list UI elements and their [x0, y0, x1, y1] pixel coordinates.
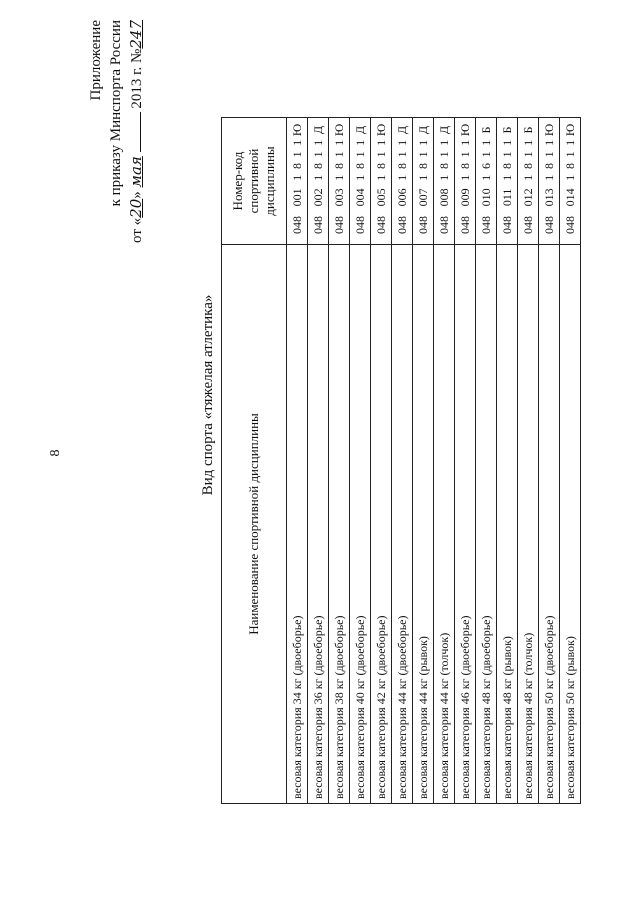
- date-month: мая: [127, 156, 145, 188]
- code-part: 1: [521, 174, 535, 181]
- code-part: 8: [437, 163, 451, 170]
- discipline-name-cell: весовая категория 42 кг (двоеборье): [371, 245, 392, 804]
- code-part: 1: [374, 174, 388, 181]
- code-part: 8: [332, 163, 346, 170]
- appendix-header: [86, 20, 147, 350]
- discipline-name-cell: весовая категория 44 кг (рывок): [413, 245, 434, 804]
- code-part: 1: [563, 139, 577, 146]
- code-part: Ю: [374, 123, 388, 137]
- date-year: 2013 г. №: [129, 48, 145, 109]
- code-part: 001: [290, 188, 304, 207]
- table-row: [434, 118, 455, 804]
- code-part: 1: [332, 151, 346, 158]
- code-part: 1: [374, 151, 388, 158]
- appendix-title: Приложение: [88, 20, 104, 101]
- code-part: 048: [437, 216, 451, 234]
- date-day: 20: [127, 198, 145, 218]
- table-row: [476, 118, 497, 804]
- discipline-name-cell: весовая категория 44 кг (двоеборье): [392, 245, 413, 804]
- code-part: 048: [395, 216, 409, 234]
- code-part: 1: [395, 174, 409, 181]
- code-part: 1: [542, 139, 556, 146]
- code-part: 1: [353, 151, 367, 158]
- table-header-row: [222, 118, 287, 804]
- appendix-order-ref: к приказу Минспорта России: [108, 20, 124, 207]
- code-part: 6: [479, 163, 493, 170]
- code-part: 8: [458, 163, 472, 170]
- header-discipline-name: Наименование спортивной дисциплины: [222, 245, 287, 804]
- discipline-name-cell: весовая категория 48 кг (рывок): [497, 245, 518, 804]
- table-row: [539, 118, 560, 804]
- discipline-code-cell: [560, 118, 581, 245]
- code-part: Д: [416, 125, 430, 135]
- code-part: 1: [500, 174, 514, 181]
- code-part: 8: [374, 163, 388, 170]
- code-part: 1: [290, 151, 304, 158]
- code-part: 048: [500, 216, 514, 234]
- code-part: 048: [458, 216, 472, 234]
- discipline-code-cell: [287, 118, 308, 245]
- code-part: 8: [395, 163, 409, 170]
- code-part: Ю: [332, 123, 346, 137]
- discipline-code-cell: [308, 118, 329, 245]
- code-part: 1: [437, 139, 451, 146]
- code-part: 1: [500, 151, 514, 158]
- code-part: 048: [353, 216, 367, 234]
- code-part: 8: [290, 163, 304, 170]
- code-part: 013: [542, 188, 556, 207]
- code-part: 1: [500, 139, 514, 146]
- discipline-name-cell: весовая категория 48 кг (двоеборье): [476, 245, 497, 804]
- discipline-code-cell: [350, 118, 371, 245]
- code-part: 1: [479, 151, 493, 158]
- code-part: 002: [311, 188, 325, 207]
- code-part: 1: [290, 139, 304, 146]
- code-part: 014: [563, 188, 577, 207]
- code-part: 1: [311, 139, 325, 146]
- code-part: 1: [395, 151, 409, 158]
- table-row: [371, 118, 392, 804]
- code-part: Б: [500, 126, 514, 134]
- discipline-name-cell: весовая категория 50 кг (рывок): [560, 245, 581, 804]
- code-part: 008: [437, 188, 451, 207]
- discipline-name-cell: весовая категория 40 кг (двоеборье): [350, 245, 371, 804]
- code-part: Ю: [563, 123, 577, 137]
- code-part: 1: [521, 139, 535, 146]
- discipline-code-cell: [329, 118, 350, 245]
- discipline-name-cell: весовая категория 38 кг (двоеборье): [329, 245, 350, 804]
- discipline-code-cell: [434, 118, 455, 245]
- discipline-name-cell: весовая категория 50 кг (двоеборье): [539, 245, 560, 804]
- code-part: 8: [563, 163, 577, 170]
- code-part: 048: [311, 216, 325, 234]
- code-part: Д: [311, 125, 325, 135]
- table-row: [350, 118, 371, 804]
- date-underline: [128, 112, 141, 152]
- discipline-name-cell: весовая категория 36 кг (двоеборье): [308, 245, 329, 804]
- date-prefix: от «: [129, 217, 145, 243]
- code-part: 048: [332, 216, 346, 234]
- code-part: Д: [437, 125, 451, 135]
- code-part: 1: [395, 139, 409, 146]
- code-part: Д: [353, 125, 367, 135]
- table-row: [497, 118, 518, 804]
- code-part: 1: [521, 151, 535, 158]
- table-row: [518, 118, 539, 804]
- code-part: 1: [416, 174, 430, 181]
- discipline-code-cell: [518, 118, 539, 245]
- table-row: [455, 118, 476, 804]
- table-row: [308, 118, 329, 804]
- code-part: 004: [353, 188, 367, 207]
- code-part: Б: [521, 126, 535, 134]
- code-part: 003: [332, 188, 346, 207]
- discipline-code-cell: [371, 118, 392, 245]
- code-part: 1: [311, 151, 325, 158]
- code-part: 005: [374, 188, 388, 207]
- code-part: Ю: [542, 123, 556, 137]
- code-part: 1: [563, 151, 577, 158]
- code-part: 048: [290, 216, 304, 234]
- order-number: 247: [127, 20, 145, 49]
- code-part: 1: [458, 139, 472, 146]
- code-part: 1: [479, 139, 493, 146]
- code-part: Ю: [458, 123, 472, 137]
- code-part: 048: [542, 216, 556, 234]
- code-part: 8: [416, 163, 430, 170]
- table-row: [287, 118, 308, 804]
- code-part: 048: [521, 216, 535, 234]
- table-row: [413, 118, 434, 804]
- code-part: 011: [500, 188, 514, 207]
- code-part: 1: [353, 139, 367, 146]
- table-row: [560, 118, 581, 804]
- code-part: 048: [374, 216, 388, 234]
- discipline-code-cell: [392, 118, 413, 245]
- discipline-name-cell: весовая категория 48 кг (толчок): [518, 245, 539, 804]
- code-part: 1: [542, 174, 556, 181]
- discipline-name-cell: весовая категория 44 кг (толчок): [434, 245, 455, 804]
- discipline-code-cell: [476, 118, 497, 245]
- code-part: Б: [479, 126, 493, 134]
- table-row: [329, 118, 350, 804]
- code-part: 012: [521, 188, 535, 207]
- discipline-name-cell: весовая категория 34 кг (двоеборье): [287, 245, 308, 804]
- appendix-date-line: [126, 20, 147, 350]
- code-part: 1: [416, 139, 430, 146]
- code-part: 1: [458, 174, 472, 181]
- header-discipline-code: Номер-код спортивной дисциплины: [222, 118, 287, 245]
- code-part: 1: [479, 174, 493, 181]
- code-part: Д: [395, 125, 409, 135]
- table-body: [287, 118, 581, 804]
- code-part: 006: [395, 188, 409, 207]
- page-number: 8: [48, 449, 63, 457]
- code-part: 8: [311, 163, 325, 170]
- code-part: 048: [416, 216, 430, 234]
- sport-title: Вид спорта «тяжелая атлетика»: [200, 294, 216, 496]
- code-part: 1: [290, 174, 304, 181]
- discipline-code-cell: [455, 118, 476, 245]
- code-part: 010: [479, 188, 493, 207]
- code-part: 1: [311, 174, 325, 181]
- code-part: 1: [332, 174, 346, 181]
- code-part: 1: [416, 151, 430, 158]
- code-part: Ю: [290, 123, 304, 137]
- code-part: 048: [563, 216, 577, 234]
- discipline-code-cell: [413, 118, 434, 245]
- table-row: [392, 118, 413, 804]
- code-part: 1: [563, 174, 577, 181]
- code-part: 1: [542, 151, 556, 158]
- discipline-code-cell: [539, 118, 560, 245]
- code-part: 007: [416, 188, 430, 207]
- code-part: 1: [353, 174, 367, 181]
- code-part: 1: [332, 139, 346, 146]
- code-part: 1: [374, 139, 388, 146]
- code-part: 1: [437, 174, 451, 181]
- code-part: 8: [542, 163, 556, 170]
- code-part: 8: [521, 163, 535, 170]
- discipline-name-cell: весовая категория 46 кг (двоеборье): [455, 245, 476, 804]
- code-part: 8: [353, 163, 367, 170]
- code-part: 048: [479, 216, 493, 234]
- code-part: 1: [437, 151, 451, 158]
- code-part: 8: [500, 163, 514, 170]
- code-part: 1: [458, 151, 472, 158]
- code-part: 009: [458, 188, 472, 207]
- date-mid: »: [129, 191, 145, 199]
- disciplines-table: [221, 117, 581, 804]
- discipline-code-cell: [497, 118, 518, 245]
